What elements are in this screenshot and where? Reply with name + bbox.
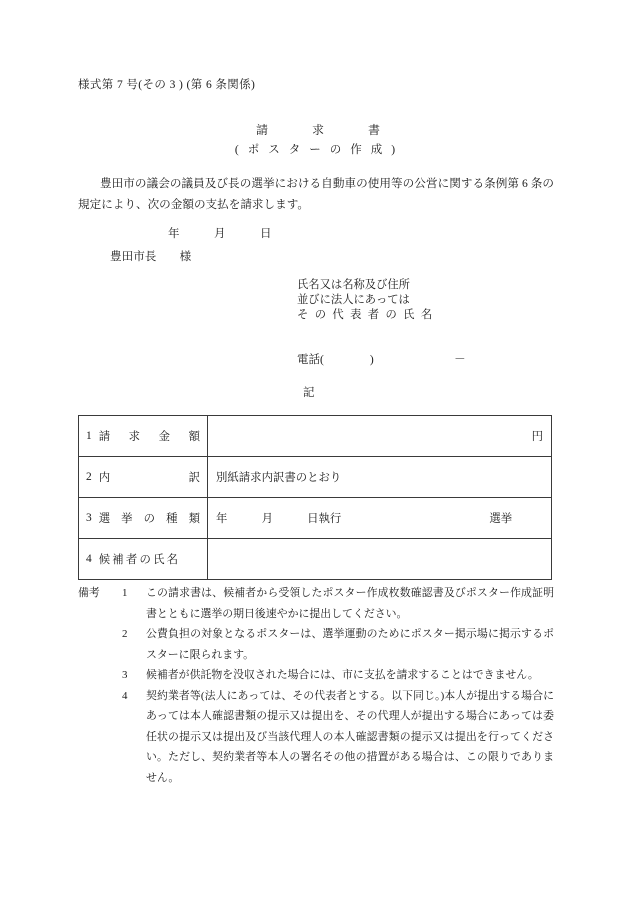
row-label-amount	[79, 416, 208, 457]
signature-line-2: 並びに法人にあっては	[297, 294, 410, 306]
ki-marker: 記	[303, 387, 315, 399]
row-label-candidate-name	[79, 539, 208, 580]
note-text: この請求書は、候補者から受領したポスター作成枚数確認書及びポスター作成証明書とともに選挙の期日後速やかに提出してください。	[146, 587, 554, 620]
note-item	[78, 624, 554, 665]
claim-table	[78, 415, 552, 580]
document-subtitle	[0, 141, 630, 157]
date-line: 年 月 日	[168, 228, 272, 240]
note-number: 1	[122, 587, 128, 599]
table-row	[79, 457, 552, 498]
row-number: 2	[86, 471, 92, 483]
row-number: 1	[86, 430, 92, 442]
note-number: 2	[122, 628, 128, 640]
row-label-breakdown	[79, 457, 208, 498]
document-title-text: 請求書	[255, 123, 424, 137]
signature-line-3: その代表者の氏名	[297, 309, 439, 321]
body-paragraph: 豊田市の議会の議員及び長の選挙における自動車の使用等の公営に関する条例第 6 条の規定により、次の金額の支払を請求します。	[78, 177, 554, 211]
row-label-text: 候補者の氏名	[98, 554, 181, 566]
note-item	[78, 583, 554, 624]
note-text: 契約業者等(法人にあっては、その代表者とする。以下同じ。)本人が提出する場合にあっては本人確認書類の提示又は提出を、その代理人が提出する場合にあっては委任状の提示又は提出及び当該代理人の本人確認書類の提示又は提出を行ってください。ただし、契約業者等本人の署名その他の措置がある場合は、この限りでありません。	[146, 689, 554, 784]
row-label-text: 選 挙 の 種 類	[98, 513, 200, 525]
note-item	[78, 686, 554, 789]
row-value-candidate-name[interactable]	[208, 539, 552, 580]
row-label-text: 内 訳	[98, 472, 200, 484]
row-value-amount[interactable]: 円	[208, 416, 552, 457]
note-text: 候補者が供託物を没収された場合には、市に支払を請求することはできません。	[146, 669, 539, 681]
row-number: 4	[86, 553, 92, 565]
phone-line: 電話( ) －	[297, 354, 466, 366]
table-row	[79, 498, 552, 539]
row-value-breakdown[interactable]: 別紙請求内訳書のとおり	[208, 457, 552, 498]
addressee-line: 豊田市長 様	[110, 250, 192, 263]
note-item	[78, 665, 554, 686]
signature-block	[297, 278, 439, 323]
form-number: 様式第 7 号(その 3 ) (第 6 条関係)	[78, 79, 256, 91]
row-value-election-type[interactable]: 年 月 日執行 選挙	[208, 498, 552, 539]
table-row	[79, 416, 552, 457]
signature-line-1: 氏名又は名称及び住所	[297, 279, 410, 291]
row-number: 3	[86, 512, 92, 524]
note-number: 3	[122, 669, 128, 681]
note-text: 公費負担の対象となるポスターは、選挙運動のためにポスター掲示場に掲示するポスターに限られます。	[146, 628, 554, 661]
document-title	[0, 121, 630, 138]
notes-heading: 備考	[78, 587, 100, 599]
document-subtitle-text: (ポスターの作成)	[234, 144, 405, 156]
note-number: 4	[122, 689, 128, 702]
row-label-text: 請 求 金 額	[98, 431, 200, 443]
table-row	[79, 539, 552, 580]
notes-section	[78, 583, 554, 788]
row-label-election-type	[79, 498, 208, 539]
